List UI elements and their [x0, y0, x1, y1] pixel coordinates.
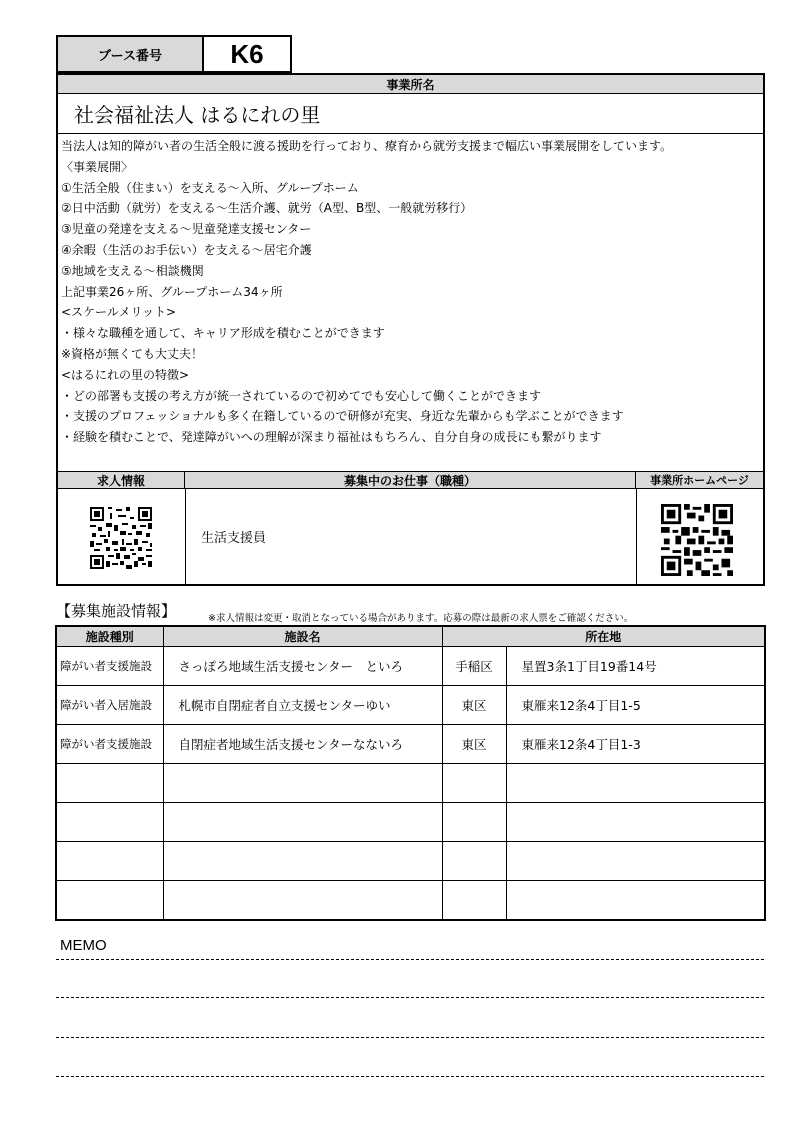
- job-info-qr-icon[interactable]: [88, 505, 154, 571]
- office-name-header: 事業所名: [58, 75, 763, 94]
- job-position: 生活支援員: [201, 531, 267, 546]
- description-line: 上記事業26ヶ所、グループホーム34ヶ所: [61, 284, 283, 299]
- memo-line[interactable]: [56, 1076, 764, 1077]
- facility-address: [506, 881, 765, 921]
- column-header-location: 所在地: [442, 626, 765, 647]
- table-row: [56, 881, 765, 921]
- memo-line[interactable]: [56, 959, 764, 960]
- office-name: 社会福祉法人 はるにれの里: [58, 94, 763, 134]
- facility-address: [506, 803, 765, 842]
- facility-type: 障がい者支援施設: [56, 725, 163, 764]
- memo-title: MEMO: [60, 937, 107, 954]
- description-line: ・様々な職種を通して、キャリア形成を積むことができます: [61, 326, 385, 341]
- facility-type: [56, 842, 163, 881]
- facility-type: 障がい者入居施設: [56, 686, 163, 725]
- facility-type: [56, 764, 163, 803]
- facility-name: 自閉症者地域生活支援センターなないろ: [163, 725, 442, 764]
- table-header-row: [56, 626, 765, 647]
- jobs-row: [58, 489, 763, 584]
- office-section: [56, 73, 765, 586]
- description-line: ③児童の発達を支える～児童発達支援センター: [61, 222, 312, 237]
- facility-name: 札幌市自閉症者自立支援センターゆい: [163, 686, 442, 725]
- facilities-title: 【募集施設情報】: [56, 602, 177, 620]
- facility-type: [56, 881, 163, 921]
- description-line: ④余暇（生活のお手伝い）を支える～居宅介護: [61, 242, 312, 257]
- table-row: [56, 803, 765, 842]
- description-line: ・経験を積むことで、発達障がいへの理解が深まり福祉はもちろん、自分自身の成長にも繋がります: [61, 430, 602, 445]
- facility-ward: [442, 764, 506, 803]
- table-row: [56, 647, 765, 686]
- description-line: ※資格が無くても大丈夫！: [61, 346, 204, 361]
- column-header-name: 施設名: [163, 626, 442, 647]
- description-line: ・どの部署も支援の考え方が統一されているので初めてでも安心して働くことができます: [61, 388, 542, 403]
- facility-name: [163, 881, 442, 921]
- facilities-notice: ※求人情報は変更・取消となっている場合があります。応募の際は最新の求人票をご確認ください。: [208, 613, 634, 624]
- facility-name: [163, 842, 442, 881]
- table-row: [56, 686, 765, 725]
- facility-address: 星置3条1丁目19番14号: [506, 647, 765, 686]
- memo-line[interactable]: [56, 997, 764, 998]
- description-line: <はるにれの里の特徴>: [61, 367, 190, 382]
- facility-type: [56, 803, 163, 842]
- description-line: 〈事業展開〉: [61, 159, 134, 174]
- facility-ward: 手稲区: [442, 647, 506, 686]
- table-row: [56, 764, 765, 803]
- job-info-header: 求人情報: [58, 472, 185, 488]
- facility-address: [506, 764, 765, 803]
- facility-address: 東雁来12条4丁目1-5: [506, 686, 765, 725]
- table-row: [56, 725, 765, 764]
- homepage-qr-icon[interactable]: [661, 504, 733, 576]
- facility-type: 障がい者支援施設: [56, 647, 163, 686]
- divider: [185, 489, 186, 584]
- facility-ward: [442, 803, 506, 842]
- facility-ward: [442, 881, 506, 921]
- description-line: ①生活全般（住まい）を支える～入所、グループホーム: [61, 180, 359, 195]
- facilities-table: [55, 625, 766, 921]
- positions-header: 募集中のお仕事（職種）: [185, 472, 636, 488]
- column-header-type: 施設種別: [56, 626, 163, 647]
- facility-ward: 東区: [442, 725, 506, 764]
- table-row: [56, 842, 765, 881]
- description-line: <スケールメリット>: [61, 305, 177, 320]
- booth-code: K6: [202, 35, 292, 73]
- divider: [636, 489, 637, 584]
- description-line: 当法人は知的障がい者の生活全般に渡る援助を行っており、療育から就労支援まで幅広い事業展開をしています。: [61, 139, 673, 153]
- office-description: [61, 136, 761, 448]
- jobs-header-row: [58, 471, 763, 489]
- booth-number-label: ブース番号: [56, 35, 204, 73]
- facility-ward: [442, 842, 506, 881]
- description-line: ②日中活動（就労）を支える～生活介護、就労（A型、B型、一般就労移行）: [61, 201, 473, 216]
- facility-name: [163, 764, 442, 803]
- facility-name: [163, 803, 442, 842]
- homepage-header: 事業所ホームページ: [650, 474, 749, 487]
- facility-address: 東雁来12条4丁目1-3: [506, 725, 765, 764]
- facility-name: さっぽろ地域生活支援センター といろ: [163, 647, 442, 686]
- description-line: ⑤地域を支える～相談機関: [61, 263, 204, 278]
- memo-line[interactable]: [56, 1037, 764, 1038]
- description-line: ・支援のプロフェッショナルも多く在籍しているので研修が充実、身近な先輩からも学ぶことができます: [61, 409, 624, 424]
- facility-address: [506, 842, 765, 881]
- facility-ward: 東区: [442, 686, 506, 725]
